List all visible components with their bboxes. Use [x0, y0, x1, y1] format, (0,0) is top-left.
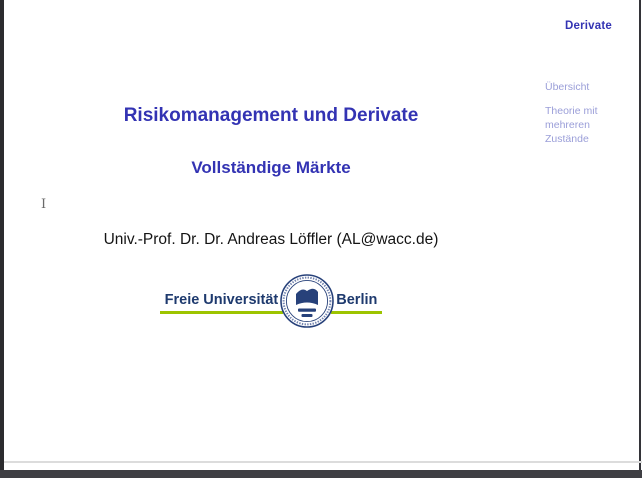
slide-subtitle: Vollständige Märkte — [191, 158, 351, 177]
sidebar-item-theorie-mit-mehreren-zustaende[interactable]: Theorie mit mehreren Zustände — [545, 105, 598, 145]
fu-berlin-logo-right-text: Berlin — [331, 292, 382, 314]
text-cursor-marker: I — [41, 197, 47, 212]
sidebar-navigation — [545, 80, 631, 156]
slide-title: Risikomanagement und Derivate — [123, 105, 419, 126]
header-section-label[interactable]: Derivate — [565, 20, 612, 32]
sidebar-item-uebersicht[interactable]: Übersicht — [545, 81, 590, 93]
left-border — [0, 0, 4, 478]
fu-berlin-logo — [5, 274, 537, 332]
right-border — [639, 0, 641, 478]
fu-berlin-seal-icon — [280, 274, 334, 333]
fu-berlin-logo-left-text: Freie Universität — [160, 292, 284, 314]
author-line: Univ.-Prof. Dr. Dr. Andreas Löffler (AL@wacc.de) — [103, 231, 439, 248]
slide-content — [5, 0, 537, 478]
